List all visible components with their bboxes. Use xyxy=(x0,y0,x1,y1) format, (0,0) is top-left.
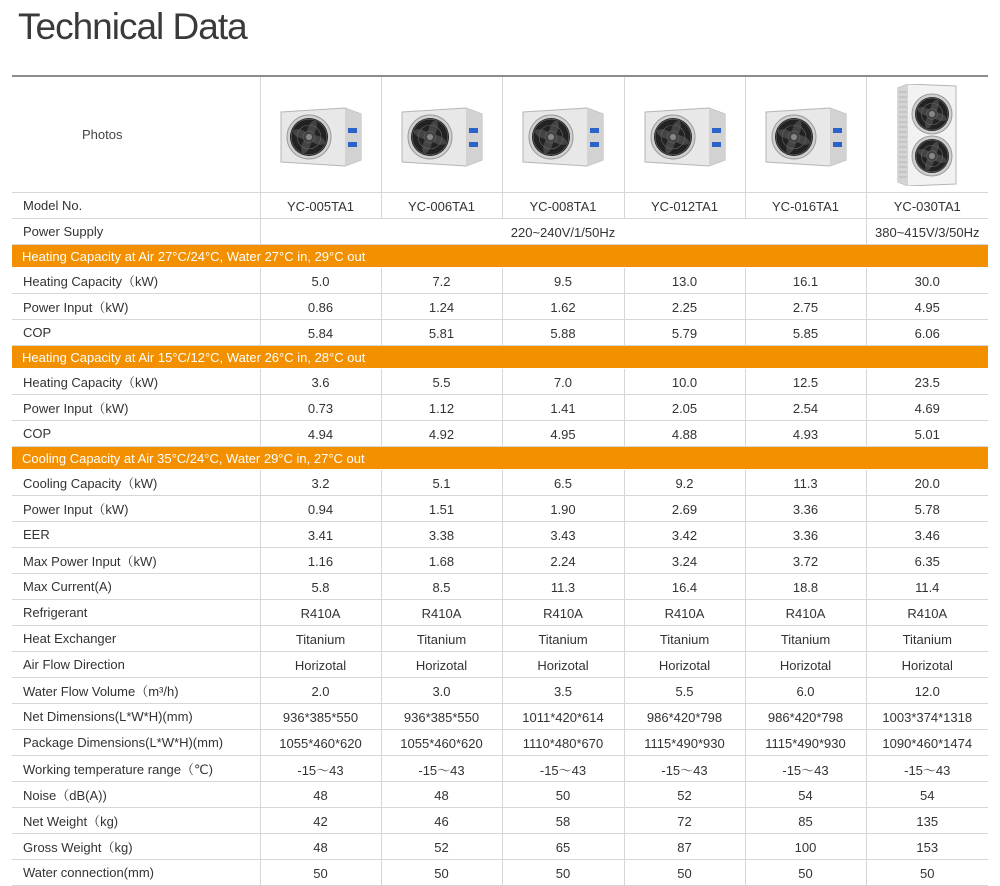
table-row xyxy=(12,320,988,346)
table-row xyxy=(12,652,988,678)
row-label: Refrigerant xyxy=(12,600,260,626)
value-cell: 5.79 xyxy=(624,320,745,346)
value-cell: 7.0 xyxy=(502,369,624,395)
table-row xyxy=(12,834,988,860)
heat-pump-unit-photo xyxy=(517,102,609,168)
value-cell: 48 xyxy=(260,834,381,860)
value-cell: Horizotal xyxy=(745,652,866,678)
model-cell: YC-008TA1 xyxy=(502,193,624,219)
value-cell: 1.68 xyxy=(381,548,502,574)
value-cell: 7.2 xyxy=(381,268,502,294)
section-title: Heating Capacity at Air 27°C/24°C, Water 27°C in, 29°C out xyxy=(12,245,988,268)
table-row xyxy=(12,678,988,704)
value-cell: R410A xyxy=(866,600,988,626)
value-cell: 3.72 xyxy=(745,548,866,574)
value-cell: Titanium xyxy=(624,626,745,652)
value-cell: 3.0 xyxy=(381,678,502,704)
row-label: Gross Weight（kg) xyxy=(12,834,260,860)
value-cell: 3.24 xyxy=(624,548,745,574)
value-cell: -15～43 xyxy=(502,756,624,782)
value-cell: 50 xyxy=(624,860,745,886)
section-title: Cooling Capacity at Air 35°C/24°C, Water 29°C in, 27°C out xyxy=(12,447,988,470)
section-header xyxy=(12,346,988,369)
value-cell: 2.54 xyxy=(745,395,866,421)
value-cell: 2.25 xyxy=(624,294,745,320)
photos-label: Photos xyxy=(12,76,260,193)
model-label: Model No. xyxy=(12,193,260,219)
value-cell: 1115*490*930 xyxy=(745,730,866,756)
value-cell: R410A xyxy=(502,600,624,626)
power-supply-three-phase: 380~415V/3/50Hz xyxy=(866,219,988,245)
value-cell: 5.85 xyxy=(745,320,866,346)
section-header xyxy=(12,447,988,470)
value-cell: 153 xyxy=(866,834,988,860)
value-cell: 3.2 xyxy=(260,470,381,496)
row-label: Heat Exchanger xyxy=(12,626,260,652)
value-cell: R410A xyxy=(745,600,866,626)
value-cell: -15～43 xyxy=(381,756,502,782)
value-cell: 4.95 xyxy=(502,421,624,447)
photo-cell xyxy=(381,76,502,193)
value-cell: 3.46 xyxy=(866,522,988,548)
value-cell: 2.05 xyxy=(624,395,745,421)
power-supply-row xyxy=(12,219,988,245)
value-cell: 1115*490*930 xyxy=(624,730,745,756)
value-cell: 85 xyxy=(745,808,866,834)
value-cell: 20.0 xyxy=(866,470,988,496)
value-cell: 1055*460*620 xyxy=(381,730,502,756)
table-row xyxy=(12,626,988,652)
photo-cell xyxy=(502,76,624,193)
value-cell: 3.42 xyxy=(624,522,745,548)
value-cell: 5.5 xyxy=(381,369,502,395)
table-row xyxy=(12,548,988,574)
value-cell: 3.36 xyxy=(745,496,866,522)
value-cell: 4.94 xyxy=(260,421,381,447)
value-cell: Horizotal xyxy=(502,652,624,678)
value-cell: Titanium xyxy=(381,626,502,652)
table-row xyxy=(12,730,988,756)
value-cell: 3.38 xyxy=(381,522,502,548)
table-row xyxy=(12,395,988,421)
value-cell: 1.41 xyxy=(502,395,624,421)
value-cell: 5.0 xyxy=(260,268,381,294)
value-cell: 1.62 xyxy=(502,294,624,320)
value-cell: 13.0 xyxy=(624,268,745,294)
value-cell: Titanium xyxy=(866,626,988,652)
model-cell: YC-006TA1 xyxy=(381,193,502,219)
row-label: Package Dimensions(L*W*H)(mm) xyxy=(12,730,260,756)
value-cell: 18.8 xyxy=(745,574,866,600)
technical-data-table xyxy=(12,75,988,886)
value-cell: Horizotal xyxy=(624,652,745,678)
value-cell: -15～43 xyxy=(624,756,745,782)
value-cell: Titanium xyxy=(502,626,624,652)
value-cell: 54 xyxy=(866,782,988,808)
value-cell: 30.0 xyxy=(866,268,988,294)
model-cell: YC-005TA1 xyxy=(260,193,381,219)
value-cell: 2.24 xyxy=(502,548,624,574)
row-label: Water Flow Volume（m³/h) xyxy=(12,678,260,704)
value-cell: 54 xyxy=(745,782,866,808)
value-cell: 4.88 xyxy=(624,421,745,447)
value-cell: 72 xyxy=(624,808,745,834)
value-cell: 58 xyxy=(502,808,624,834)
value-cell: 3.41 xyxy=(260,522,381,548)
row-label: Working temperature range（℃) xyxy=(12,756,260,782)
row-label: Heating Capacity（kW) xyxy=(12,268,260,294)
value-cell: 2.69 xyxy=(624,496,745,522)
row-label: Noise（dB(A)) xyxy=(12,782,260,808)
value-cell: 11.3 xyxy=(745,470,866,496)
heat-pump-unit-photo xyxy=(275,102,367,168)
table-row xyxy=(12,574,988,600)
power-supply-label: Power Supply xyxy=(12,219,260,245)
row-label: Air Flow Direction xyxy=(12,652,260,678)
value-cell: 4.95 xyxy=(866,294,988,320)
value-cell: 1.24 xyxy=(381,294,502,320)
value-cell: 65 xyxy=(502,834,624,860)
value-cell: 5.81 xyxy=(381,320,502,346)
value-cell: 10.0 xyxy=(624,369,745,395)
value-cell: 12.5 xyxy=(745,369,866,395)
value-cell: 3.6 xyxy=(260,369,381,395)
value-cell: -15～43 xyxy=(260,756,381,782)
value-cell: 6.35 xyxy=(866,548,988,574)
section-header xyxy=(12,245,988,268)
value-cell: Horizotal xyxy=(866,652,988,678)
value-cell: 100 xyxy=(745,834,866,860)
table-row xyxy=(12,369,988,395)
value-cell: 50 xyxy=(745,860,866,886)
value-cell: 1110*480*670 xyxy=(502,730,624,756)
value-cell: 0.73 xyxy=(260,395,381,421)
row-label: Max Current(A) xyxy=(12,574,260,600)
value-cell: R410A xyxy=(260,600,381,626)
value-cell: 48 xyxy=(260,782,381,808)
value-cell: 5.5 xyxy=(624,678,745,704)
value-cell: 2.0 xyxy=(260,678,381,704)
heat-pump-unit-photo xyxy=(396,102,488,168)
value-cell: 3.5 xyxy=(502,678,624,704)
value-cell: 11.3 xyxy=(502,574,624,600)
value-cell: 1003*374*1318 xyxy=(866,704,988,730)
value-cell: 16.1 xyxy=(745,268,866,294)
value-cell: 1011*420*614 xyxy=(502,704,624,730)
table-row xyxy=(12,496,988,522)
value-cell: 1055*460*620 xyxy=(260,730,381,756)
table-row xyxy=(12,268,988,294)
photo-cell xyxy=(624,76,745,193)
row-label: Max Power Input（kW) xyxy=(12,548,260,574)
value-cell: 135 xyxy=(866,808,988,834)
value-cell: 6.06 xyxy=(866,320,988,346)
value-cell: 42 xyxy=(260,808,381,834)
photos-row xyxy=(12,76,988,193)
row-label: COP xyxy=(12,421,260,447)
value-cell: -15～43 xyxy=(745,756,866,782)
model-cell: YC-030TA1 xyxy=(866,193,988,219)
heat-pump-unit-photo xyxy=(894,84,960,186)
model-cell: YC-012TA1 xyxy=(624,193,745,219)
row-label: Net Dimensions(L*W*H)(mm) xyxy=(12,704,260,730)
value-cell: R410A xyxy=(624,600,745,626)
value-cell: 936*385*550 xyxy=(260,704,381,730)
row-label: Net Weight（kg) xyxy=(12,808,260,834)
table-row xyxy=(12,522,988,548)
value-cell: 9.5 xyxy=(502,268,624,294)
row-label: Power Input（kW) xyxy=(12,395,260,421)
row-label: Cooling Capacity（kW) xyxy=(12,470,260,496)
value-cell: 12.0 xyxy=(866,678,988,704)
table-row xyxy=(12,808,988,834)
value-cell: 1.12 xyxy=(381,395,502,421)
value-cell: 23.5 xyxy=(866,369,988,395)
value-cell: 52 xyxy=(381,834,502,860)
table-row xyxy=(12,600,988,626)
row-label: Heating Capacity（kW) xyxy=(12,369,260,395)
value-cell: 0.94 xyxy=(260,496,381,522)
photo-cell xyxy=(260,76,381,193)
value-cell: Horizotal xyxy=(260,652,381,678)
row-label: Power Input（kW) xyxy=(12,294,260,320)
table-row xyxy=(12,782,988,808)
photo-cell xyxy=(745,76,866,193)
value-cell: 1.16 xyxy=(260,548,381,574)
value-cell: 1090*460*1474 xyxy=(866,730,988,756)
value-cell: 986*420*798 xyxy=(624,704,745,730)
value-cell: 9.2 xyxy=(624,470,745,496)
value-cell: 3.43 xyxy=(502,522,624,548)
value-cell: 5.88 xyxy=(502,320,624,346)
value-cell: 48 xyxy=(381,782,502,808)
value-cell: 6.5 xyxy=(502,470,624,496)
table-row xyxy=(12,470,988,496)
value-cell: 0.86 xyxy=(260,294,381,320)
value-cell: 50 xyxy=(381,860,502,886)
value-cell: 5.84 xyxy=(260,320,381,346)
value-cell: 46 xyxy=(381,808,502,834)
value-cell: 8.5 xyxy=(381,574,502,600)
value-cell: 50 xyxy=(502,860,624,886)
value-cell: 50 xyxy=(866,860,988,886)
model-row xyxy=(12,193,988,219)
value-cell: 5.1 xyxy=(381,470,502,496)
table-row xyxy=(12,756,988,782)
page-title: Technical Data xyxy=(18,6,247,47)
row-label: Power Input（kW) xyxy=(12,496,260,522)
value-cell: 4.69 xyxy=(866,395,988,421)
photo-cell xyxy=(866,76,988,193)
row-label: EER xyxy=(12,522,260,548)
value-cell: 4.92 xyxy=(381,421,502,447)
value-cell: Horizotal xyxy=(381,652,502,678)
row-label: Water connection(mm) xyxy=(12,860,260,886)
value-cell: 1.90 xyxy=(502,496,624,522)
power-supply-single-phase: 220~240V/1/50Hz xyxy=(260,219,866,245)
value-cell: 50 xyxy=(260,860,381,886)
value-cell: 1.51 xyxy=(381,496,502,522)
value-cell: 50 xyxy=(502,782,624,808)
value-cell: 11.4 xyxy=(866,574,988,600)
value-cell: 52 xyxy=(624,782,745,808)
value-cell: -15～43 xyxy=(866,756,988,782)
table-row xyxy=(12,294,988,320)
value-cell: 87 xyxy=(624,834,745,860)
value-cell: 3.36 xyxy=(745,522,866,548)
model-cell: YC-016TA1 xyxy=(745,193,866,219)
value-cell: 5.8 xyxy=(260,574,381,600)
section-title: Heating Capacity at Air 15°C/12°C, Water 26°C in, 28°C out xyxy=(12,346,988,369)
heat-pump-unit-photo xyxy=(760,102,852,168)
value-cell: 986*420*798 xyxy=(745,704,866,730)
value-cell: 5.01 xyxy=(866,421,988,447)
value-cell: 2.75 xyxy=(745,294,866,320)
value-cell: 4.93 xyxy=(745,421,866,447)
value-cell: Titanium xyxy=(745,626,866,652)
heat-pump-unit-photo xyxy=(639,102,731,168)
row-label: COP xyxy=(12,320,260,346)
table-row xyxy=(12,421,988,447)
value-cell: 5.78 xyxy=(866,496,988,522)
value-cell: 16.4 xyxy=(624,574,745,600)
table-row xyxy=(12,704,988,730)
value-cell: 6.0 xyxy=(745,678,866,704)
value-cell: Titanium xyxy=(260,626,381,652)
value-cell: 936*385*550 xyxy=(381,704,502,730)
value-cell: R410A xyxy=(381,600,502,626)
